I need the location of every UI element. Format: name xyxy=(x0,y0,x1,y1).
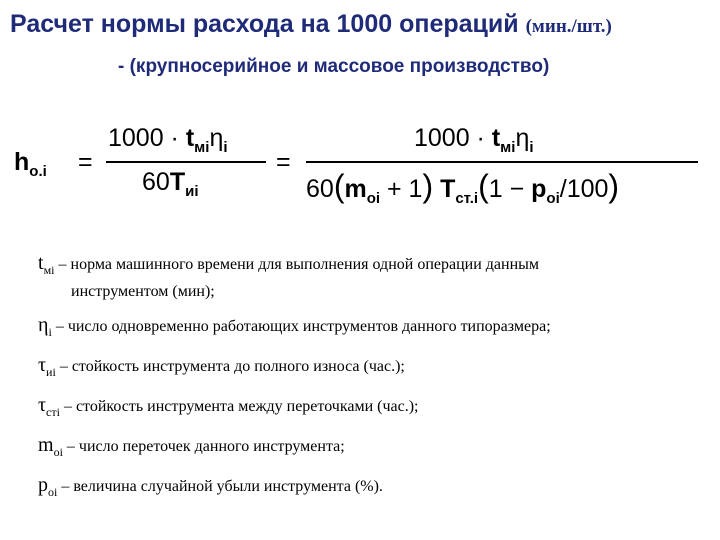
close-paren-2: ) xyxy=(608,168,620,204)
equals-sign-1: = xyxy=(78,148,93,176)
definition-symbol xyxy=(38,354,56,379)
symbol-subscript: мi xyxy=(43,263,55,277)
definition-item xyxy=(38,314,710,343)
equals-sign-2: = xyxy=(276,148,291,176)
one-minus: 1 − xyxy=(488,175,532,203)
definition-dash: – xyxy=(59,398,76,415)
symbol-subscript: i xyxy=(48,325,52,339)
m-subscript: oi xyxy=(366,190,381,207)
den1-coef: 60 xyxy=(142,168,170,196)
p-subscript: oi xyxy=(546,190,560,207)
lhs-subscript: o.i xyxy=(29,163,47,180)
definitions-list xyxy=(38,252,710,514)
tst-subscript: ст.i xyxy=(455,190,479,207)
num1-coef: 1000 · xyxy=(108,124,186,152)
definition-dash: – xyxy=(54,256,71,273)
t-symbol-2: t xyxy=(491,124,501,152)
tst-symbol: T xyxy=(440,175,456,203)
definition-item xyxy=(38,474,710,503)
eta-subscript: i xyxy=(223,139,228,156)
tau-subscript: иi xyxy=(185,183,199,200)
den2-coef: 60 xyxy=(306,175,334,203)
fraction1-bar xyxy=(106,161,266,163)
definition-symbol xyxy=(38,252,55,277)
symbol-letter: t xyxy=(38,252,44,274)
definition-text: стойкость инструмента до полного износа (час.); xyxy=(71,358,405,375)
definition-symbol xyxy=(38,434,63,459)
definition-text: число переточек данного инструмента; xyxy=(78,438,345,455)
plus-one: + 1 xyxy=(387,175,423,203)
definition-dash: – xyxy=(57,478,74,495)
eta-symbol: η xyxy=(209,124,224,152)
fraction2-bar xyxy=(306,161,698,163)
symbol-subscript: иi xyxy=(46,365,56,379)
definition-item xyxy=(38,434,710,463)
open-paren-2: ( xyxy=(478,168,489,204)
definition-symbol xyxy=(38,474,58,499)
definition-item xyxy=(38,354,710,383)
title-unit: (мин./шт.) xyxy=(525,16,612,37)
definition-dash: – xyxy=(51,318,68,335)
formula xyxy=(14,118,714,218)
t-symbol: t xyxy=(185,124,195,152)
tau-symbol: T xyxy=(169,168,186,196)
definition-text: норма машинного времени для выполнения одной операции данным xyxy=(70,256,540,273)
definition-item xyxy=(38,252,710,303)
p-symbol: p xyxy=(531,175,547,203)
title-main: Расчет нормы расхода на 1000 операций xyxy=(10,10,519,38)
t-subscript: мi xyxy=(194,139,210,156)
symbol-letter: η xyxy=(38,314,49,336)
definition-text: стойкость инструмента между переточками (час.); xyxy=(75,398,419,415)
symbol-letter: m xyxy=(38,434,54,456)
definition-dash: – xyxy=(62,438,79,455)
div-hundred: /100 xyxy=(559,175,609,203)
m-symbol: m xyxy=(344,175,367,203)
symbol-letter: p xyxy=(38,474,48,496)
symbol-subscript: oi xyxy=(48,485,58,499)
symbol-letter: τ xyxy=(38,354,47,376)
formula-lhs xyxy=(14,148,47,180)
page-subtitle: - (крупносерийное и массовое производство) xyxy=(118,56,550,77)
close-paren-1: ) xyxy=(422,168,434,204)
fraction2-numerator xyxy=(414,124,534,156)
open-paren-1: ( xyxy=(333,168,345,204)
eta-symbol-2: η xyxy=(515,124,530,152)
page-title xyxy=(10,10,715,39)
definition-text: величина случайной убыли инструмента (%). xyxy=(73,478,383,495)
symbol-subscript: стi xyxy=(46,405,60,419)
definition-dash: – xyxy=(55,358,72,375)
definition-text: число одновременно работающих инструментов данного типоразмера; xyxy=(67,318,551,335)
fraction1-numerator xyxy=(108,124,228,156)
definition-symbol xyxy=(38,394,60,419)
symbol-letter: τ xyxy=(38,394,47,416)
definition-symbol xyxy=(38,314,52,339)
t-subscript-2: мi xyxy=(500,139,516,156)
symbol-subscript: oi xyxy=(53,445,63,459)
fraction1-denominator xyxy=(142,168,198,200)
lhs-symbol: h xyxy=(14,148,30,176)
num2-coef: 1000 · xyxy=(414,124,492,152)
definition-item xyxy=(38,394,710,423)
fraction2-denominator xyxy=(306,168,619,207)
eta-subscript-2: i xyxy=(529,139,534,156)
definition-continuation: инструментом (мин); xyxy=(71,283,215,300)
